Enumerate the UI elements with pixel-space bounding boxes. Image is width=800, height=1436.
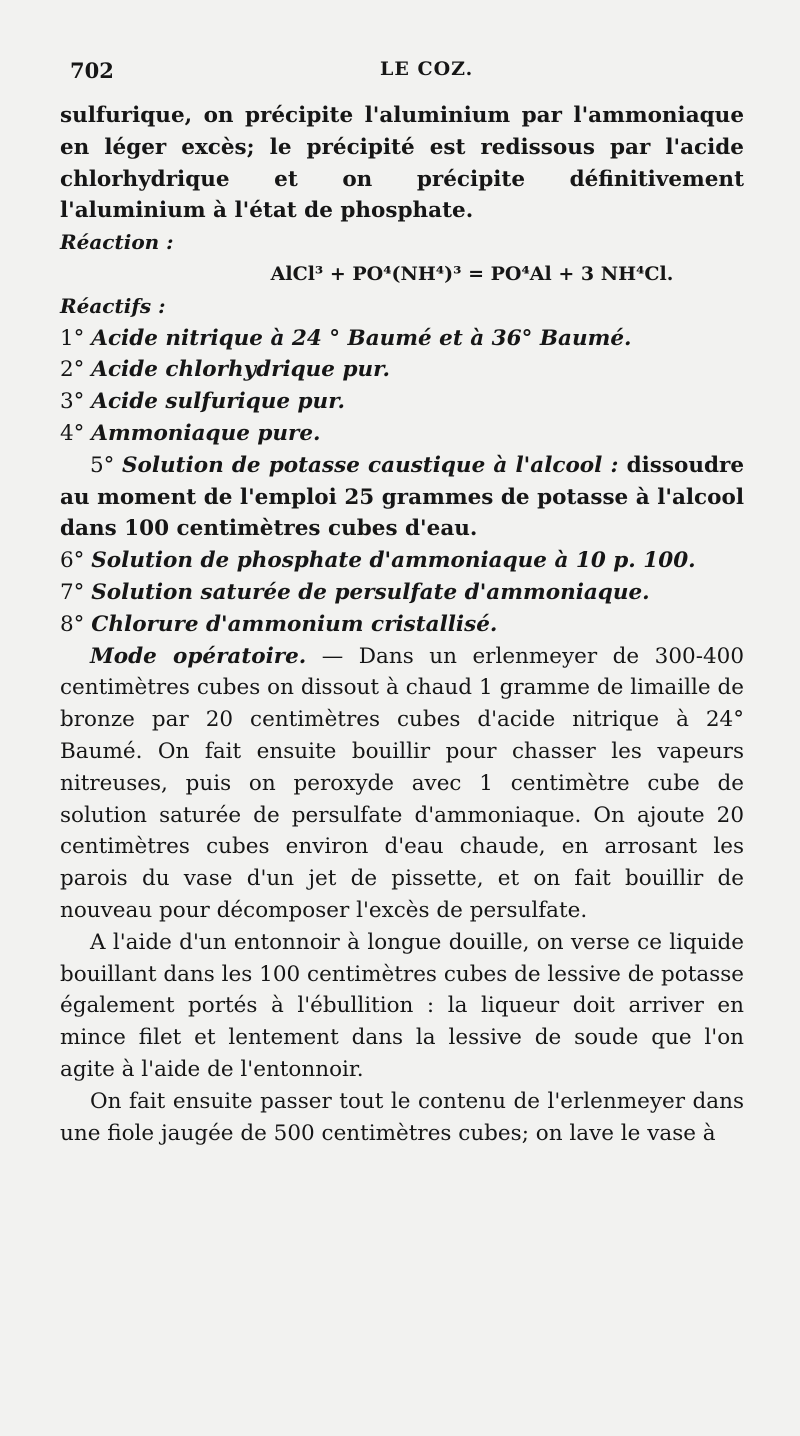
reagent-number: 3° [60, 389, 85, 415]
reagent-name: Chlorure d'ammonium cristallisé. [91, 611, 498, 637]
reagent-item [60, 577, 744, 609]
reagent-instructions: dissoudre au moment de l'emploi 25 grammes de potasse à l'alcool dans 100 centimètres cubes d'eau. [60, 452, 745, 542]
reaction-formula: AlCl³ + PO⁴(NH⁴)³ = PO⁴Al + 3 NH⁴Cl. [270, 262, 674, 285]
flask-paragraph: On fait ensuite passer tout le contenu de l'erlenmeyer dans une fiole jaugée de 500 centimètres cubes; on lave le vase à [60, 1088, 744, 1146]
reagents-label: Réactifs : [60, 293, 166, 318]
reagent-name: Acide nitrique à 24 ° Baumé et à 36° Baumé. [91, 325, 632, 351]
reagent-item [60, 545, 744, 577]
page-header [0, 58, 800, 88]
reagent-item [60, 354, 744, 386]
reagent-name: Solution de phosphate d'ammoniaque à 10 p. 100. [91, 548, 696, 574]
running-head: LE COZ. [380, 58, 474, 80]
reaction-label: Réaction : [60, 230, 174, 255]
intro-paragraph: sulfurique, on précipite l'aluminium par l'ammoniaque en léger excès; le précipité est redissous par l'acide chlorhydrique et on précipite définitivement l'aluminium à l'état de phosphate. [60, 103, 744, 224]
page-number: 702 [70, 58, 114, 83]
reagent-name: Acide chlorhydrique pur. [91, 357, 390, 383]
reagent-name: Acide sulfurique pur. [91, 389, 346, 415]
reagent-name: Ammoniaque pure. [91, 420, 321, 446]
reagent-number: 2° [60, 357, 85, 383]
reagent-item [60, 450, 744, 545]
reagent-number: 4° [60, 420, 85, 446]
page-body [60, 100, 744, 1149]
reagent-name: Solution de potasse caustique à l'alcool : [121, 452, 619, 478]
reagent-number: 8° [60, 611, 85, 637]
reagent-item [60, 386, 744, 418]
reagent-number: 1° [60, 325, 85, 351]
procedure-label: Mode opératoire. [90, 643, 307, 669]
reagent-name: Solution saturée de persulfate d'ammoniaque. [91, 579, 650, 605]
reagent-item [60, 418, 744, 450]
reagent-number: 7° [60, 579, 85, 605]
funnel-paragraph: A l'aide d'un entonnoir à longue douille, on verse ce liquide bouillant dans les 100 centimètres cubes de lessive de potasse également portés à l'ébullition : la liqueur doit arriver en mince filet et lentement dans la lessive de soude que l'on agite à l'aide de l'entonnoir. [60, 929, 744, 1082]
reagent-item [60, 609, 744, 641]
reagent-number: 6° [60, 548, 85, 574]
procedure-text: — Dans un erlenmeyer de 300-400 centimètres cubes on dissout à chaud 1 gramme de limaille de bronze par 20 centimètres cubes d'acide nitrique à 24° Baumé. On fait ensuite bouillir pour chasser les vapeurs nitreuses, puis on peroxyde avec 1 centimètre cube de solution saturée de persulfate d'ammoniaque. On ajoute 20 centimètres cubes environ d'eau chaude, en arrosant les parois du vase d'un jet de pissette, et on fait bouillir de nouveau pour décomposer l'excès de persulfate. [60, 643, 745, 923]
reagent-item [60, 323, 744, 355]
reagent-number: 5° [90, 452, 115, 478]
procedure-paragraph [60, 641, 744, 927]
